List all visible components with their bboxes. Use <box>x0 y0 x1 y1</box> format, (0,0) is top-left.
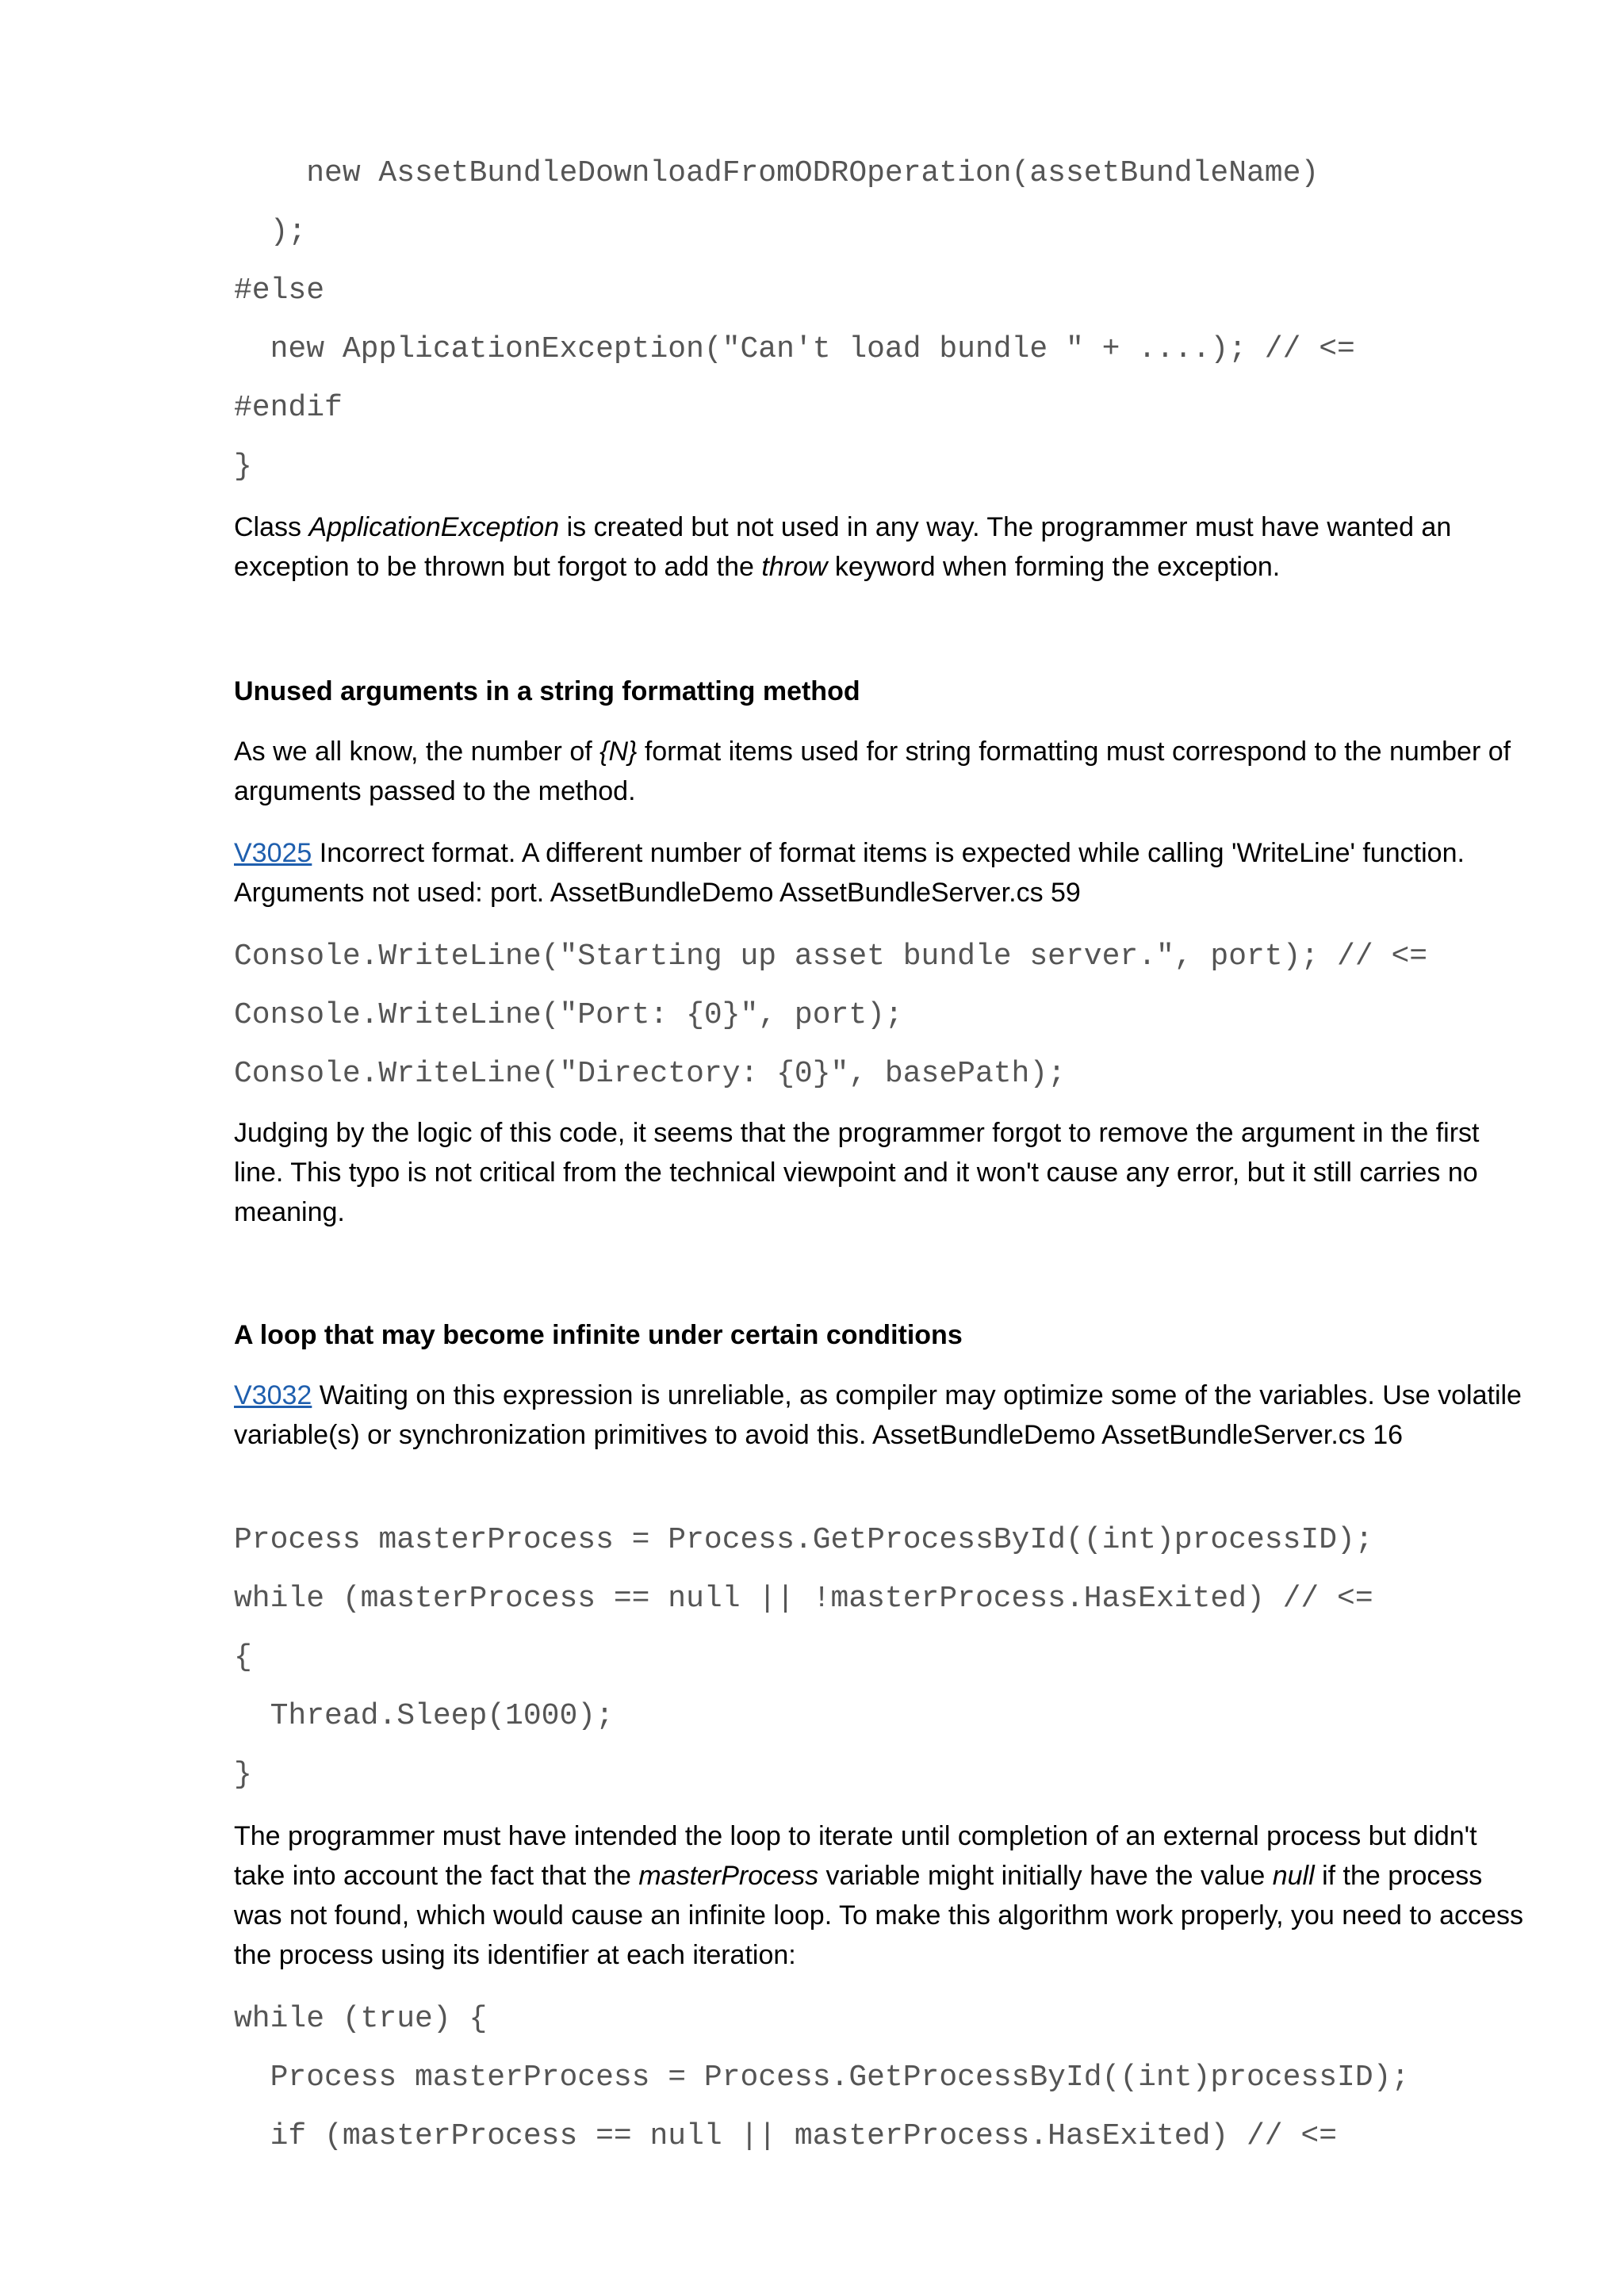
paragraph-typo-conclusion: Judging by the logic of this code, it seems that the programmer forgot to remove the argument in the first line. This typo is not critical from the technical viewpoint and it won't cause any error, but it still carries no meaning. <box>234 1118 1480 1227</box>
code-line: while (masterProcess == null || !masterProcess.HasExited) // <= <box>234 1582 1373 1616</box>
section-heading-infinite-loop: A loop that may become infinite under certain conditions <box>234 1320 963 1350</box>
diagnostic-link-v3032[interactable]: V3032 <box>234 1380 312 1410</box>
code-line: ); <box>234 215 307 249</box>
code-line: #else <box>234 274 325 308</box>
code-line: } <box>234 1758 252 1792</box>
text-run: keyword when forming the exception. <box>827 552 1281 582</box>
code-line: new ApplicationException("Can't load bundle " + ....); // <= <box>234 332 1355 366</box>
emphasis-keyword: throw <box>761 552 828 582</box>
warning-text: Waiting on this expression is unreliable, as compiler may optimize some of the variables. Use volatile variable(s) or synchronization primitives to avoid this. AssetBundleDemo AssetBundleServer.cs 16 <box>234 1380 1522 1450</box>
code-line: Console.WriteLine("Starting up asset bundle server.", port); // <= <box>234 939 1428 974</box>
warning-text: Incorrect format. A different number of format items is expected while calling 'WriteLine' function. Arguments not used: port. AssetBundleDemo AssetBundleServer.cs 59 <box>234 838 1465 908</box>
code-line: Thread.Sleep(1000); <box>234 1699 614 1733</box>
emphasis-null: null <box>1272 1861 1315 1891</box>
diagnostic-link-v3025[interactable]: V3025 <box>234 838 312 868</box>
warning-paragraph-v3025 <box>234 833 1526 913</box>
code-line: Process masterProcess = Process.GetProcessById((int)processID); <box>234 1523 1373 1557</box>
section-heading-unused-arguments: Unused arguments in a string formatting method <box>234 676 860 706</box>
text-run: is created but not used in any way. The programmer must have wanted an exception to be thrown but forgot to add the <box>234 512 1452 582</box>
code-line: Console.WriteLine("Directory: {0}", basePath); <box>234 1057 1066 1091</box>
warning-paragraph-v3032 <box>234 1376 1526 1455</box>
code-line: if (masterProcess == null || masterProcess.HasExited) // <= <box>234 2119 1338 2153</box>
text-run: format items used for string formatting must correspond to the number of arguments passed to the method. <box>234 737 1511 806</box>
paragraph-application-exception <box>234 507 1526 587</box>
emphasis-format-item: {N} <box>599 737 638 767</box>
text-run: Class <box>234 512 309 542</box>
paragraph-loop-explanation <box>234 1816 1526 1975</box>
code-line: { <box>234 1640 252 1674</box>
text-run: if the process was not found, which would cause an infinite loop. To make this algorithm work properly, you need to access the process using its identifier at each iteration: <box>234 1861 1523 1970</box>
code-line: while (true) { <box>234 2002 488 2036</box>
paragraph-format-items <box>234 732 1526 811</box>
emphasis-variable: masterProcess <box>638 1861 819 1891</box>
code-line: } <box>234 450 252 484</box>
code-line: new AssetBundleDownloadFromODROperation(assetBundleName) <box>234 156 1320 190</box>
text-run: As we all know, the number of <box>234 737 600 767</box>
code-line: #endif <box>234 391 343 425</box>
code-line: Process masterProcess = Process.GetProcessById((int)processID); <box>234 2061 1410 2095</box>
emphasis-class-name: ApplicationException <box>308 512 560 542</box>
code-line: Console.WriteLine("Port: {0}", port); <box>234 998 903 1032</box>
text-run: variable might initially have the value <box>818 1861 1273 1891</box>
text-run: The programmer must have intended the loop to iterate until completion of an external process but didn't take into account the fact that the <box>234 1821 1477 1891</box>
